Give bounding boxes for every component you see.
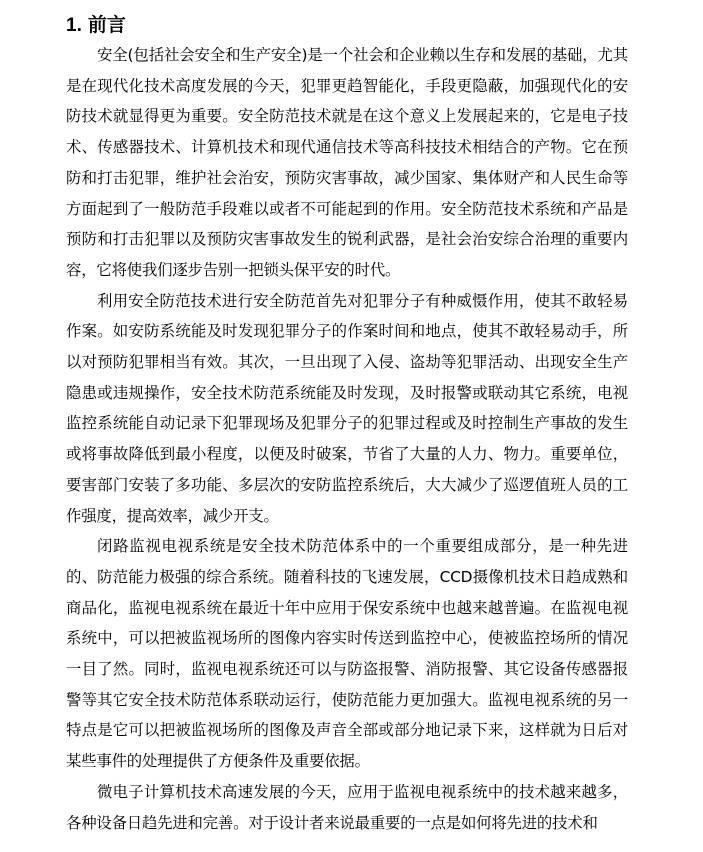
section-number: 1. (66, 15, 82, 36)
section-title: 前言 (87, 14, 126, 36)
paragraph-4: 微电子计算机技术高速发展的今天，应用于监视电视系统中的技术越来越多，各种设备日趋先进和完善。对于设计者来说最重要的一点是如何将先进的技术和 (66, 782, 628, 832)
paragraph-3: 闭路监视电视系统是安全技术防范体系中的一个重要组成部分，是一种先进的、防范能力极强的综合系统。随着科技的飞速发展，CCD摄像机技术日趋成熟和商品化，监视电视系统在最近十年中应用于保安系统中也越来越普遍。在监视电视系统中，可以把被监视场所的图像内容实时传送到监控中心，使被监控场所的情况一目了然。同时，监视电视系统还可以与防盗报警、消防报警、其它设备传感器报警等其它安全技术防范体系联动运行，使防范能力更加强大。监视电视系统的另一特点是它可以把被监视场所的图像及声音全部或部分地记录下来，这样就为日后对某些事件的处理提供了方便条件及重要依据。 (66, 537, 628, 771)
section-heading (66, 10, 628, 40)
document-page (66, 10, 628, 838)
paragraph-1: 安全(包括社会安全和生产安全)是一个社会和企业赖以生存和发展的基础，尤其是在现代化技术高度发展的今天，犯罪更趋智能化，手段更隐蔽，加强现代化的安防技术就显得更为重要。安全防范技术就是在这个意义上发展起来的，它是电子技术、传感器技术、计算机技术和现代通信技术等高科技技术相结合的产物。它在预防和打击犯罪，维护社会治安，预防灾害事故，减少国家、集体财产和人民生命等方面起到了一般防范手段难以或者不可能起到的作用。安全防范技术系统和产品是预防和打击犯罪以及预防灾害事故发生的锐利武器，是社会治安综合治理的重要内容，它将使我们逐步告别一把锁头保平安的时代。 (66, 46, 628, 279)
paragraph-2: 利用安全防范技术进行安全防范首先对犯罪分子有种威慑作用，使其不敢轻易作案。如安防系统能及时发现犯罪分子的作案时间和地点，使其不敢轻易动手，所以对预防犯罪相当有效。其次，一旦出现了入侵、盗劫等犯罪活动、出现安全生产隐患或违规操作，安全技术防范系统能及时发现，及时报警或联动其它系统，电视监控系统能自动记录下犯罪现场及犯罪分子的犯罪过程或及时控制生产事故的发生或将事故降低到最小程度，以便及时破案，节省了大量的人力、物力。重要单位，要害部门安装了多功能、多层次的安防监控系统后，大大减少了巡逻值班人员的工作强度，提高效率，减少开支。 (66, 291, 628, 525)
